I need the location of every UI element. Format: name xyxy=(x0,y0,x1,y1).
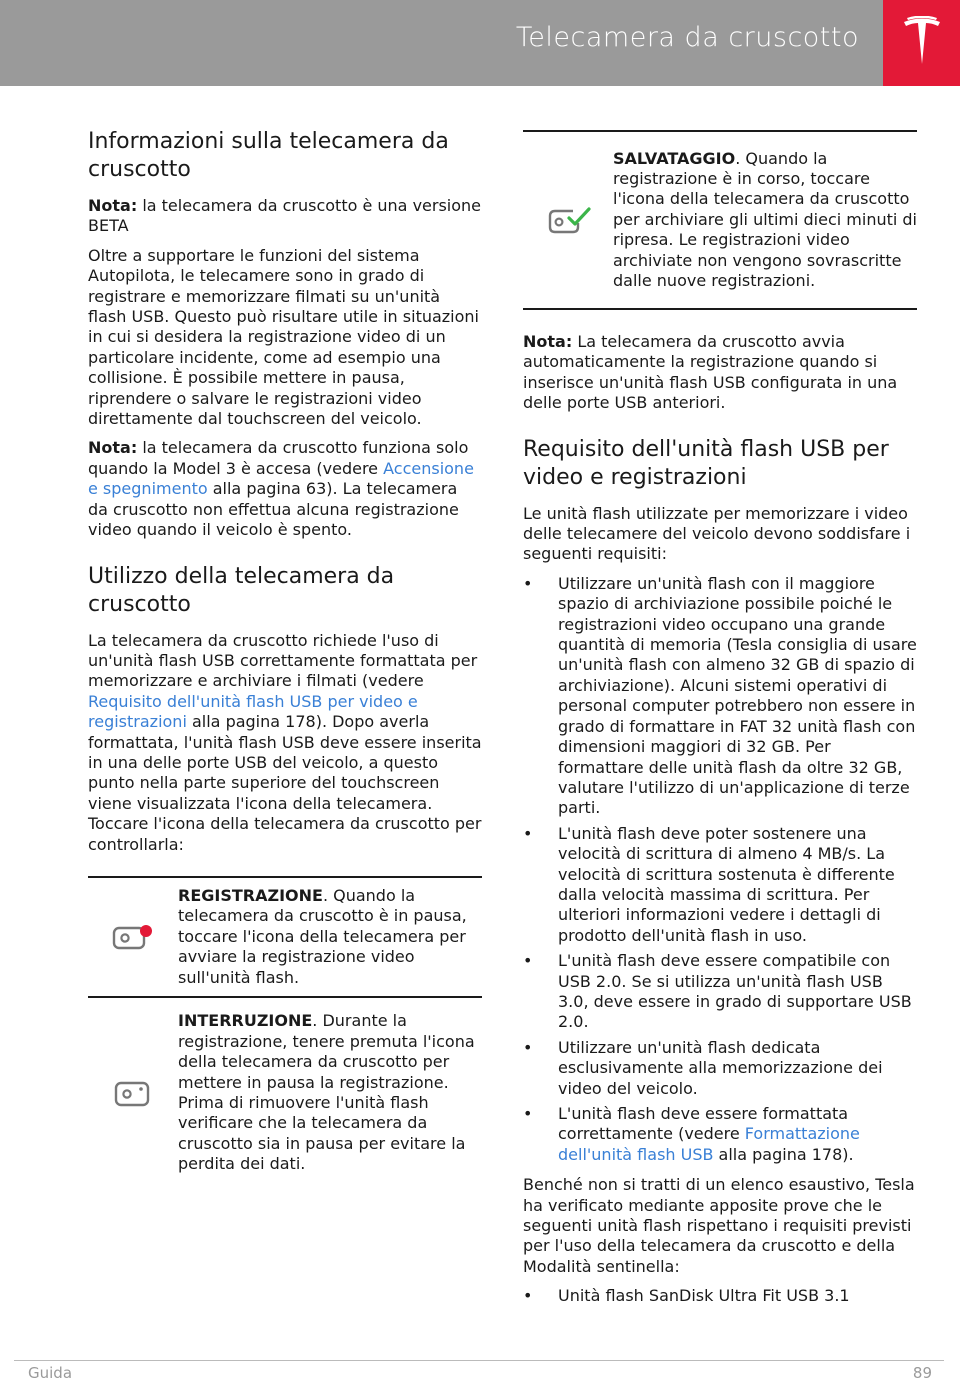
note-vehicle-on: Nota: la telecamera da cruscotto funziona solo quando la Model 3 è accesa (vedere Accensione e spegnimento alla pagina 63). La telecamera da cruscotto non effettua alcuna registrazione video quando il veicolo è spento. xyxy=(88,438,474,540)
note-auto-record: Nota: La telecamera da cruscotto avvia automaticamente la registrazione quando si inserisce un'unità flash USB configurata in una delle porte USB anteriori. xyxy=(523,332,898,413)
heading-use: Utilizzo della telecamera da cruscotto xyxy=(88,563,395,617)
tesla-logo-icon xyxy=(902,16,942,68)
link-formattazione[interactable]: Formattazione dell'unità flash USB xyxy=(558,1124,860,1164)
list-item: • L'unità flash deve essere compatibile con USB 2.0. Se si utilizza un'unità flash USB 3.0, deve essere in grado di supportare USB 2.0. xyxy=(523,951,917,1033)
footer-divider xyxy=(14,1360,944,1361)
note-beta: Nota: la telecamera da cruscotto è una versione BETA xyxy=(88,196,482,236)
use-paragraph: La telecamera da cruscotto richiede l'uso di un'unità flash USB correttamente formattata per memorizzare e archiviare i filmati (vedere Requisito dell'unità flash USB per video e registrazioni alla pagina 178). Dopo averla formattata, l'unità flash USB deve essere inserita in una delle porte USB del veicolo, a questo punto nella parte superiore del touchscreen viene visualizzata l'icona della telecamera. Toccare l'icona della telecamera da cruscotto per controllarla: xyxy=(88,630,482,854)
intro-paragraph: Oltre a supportare le funzioni del sistema Autopilota, le telecamere sono in grado di registrare e memorizzare filmati su un'unità flash USB. Questo può risultare utile in situazioni in cui si desidera la registrazione video di un particolare incidente, come ad esempio una collisione. È possibile mettere in pausa, riprendere o salvare le registrazioni video direttamente dal touchscreen del veicolo. xyxy=(88,245,479,429)
save-row xyxy=(523,130,917,310)
heading-requirements: Requisito dell'unità flash USB per video e registrazioni xyxy=(523,436,889,490)
left-column xyxy=(88,128,482,1188)
requirements-intro: Le unità flash utilizzate per memorizzare i video delle telecamere del veicolo devono soddisfare i seguenti requisiti: xyxy=(523,503,911,564)
list-item: • Utilizzare un'unità flash dedicata esclusivamente alla memorizzazione dei video del veicolo. xyxy=(523,1038,917,1099)
list-item: • L'unità flash deve poter sostenere una velocità di scrittura di almeno 4 MB/s. La velocità di scrittura sostenuta è differente dalla velocità massima di scrittura. Per ulteriori informazioni vedere i dettagli di prodotto dell'unità flash in uso. xyxy=(523,824,917,946)
page-header xyxy=(0,0,883,86)
link-requisito-usb[interactable]: Requisito dell'unità flash USB per video e registrazioni xyxy=(88,691,418,732)
requirements-list xyxy=(523,574,917,1165)
right-column xyxy=(523,130,917,1317)
list-item: • Unità flash SanDisk Ultra Fit USB 3.1 xyxy=(523,1286,917,1306)
link-accensione[interactable]: Accensione e spegnimento xyxy=(88,458,474,499)
tested-drives-paragraph: Benché non si tratti di un elenco esaustivo, Tesla ha verificato mediante apposite prove che le seguenti unità flash rispettano i requisiti previsti per l'uso della telecamera da cruscotto e della Modalità sentinella: xyxy=(523,1175,915,1276)
footer-guide-label: Guida xyxy=(28,1364,73,1382)
heading-info: Informazioni sulla telecamera da cruscotto xyxy=(88,129,449,182)
record-row xyxy=(88,876,482,996)
list-item: • Utilizzare un'unità flash con il maggiore spazio di archiviazione possibile poiché le registrazioni video occupano una grande quantità di memoria (Tesla consiglia di usare un'unità flash con almeno 32 GB di spazio di archiviazione). Alcuni sistemi operativi di personal computer potrebbero non essere in grado di formattare in FAT 32 unità flash con dimensioni maggiori di 32 GB. Per formattare delle unità flash da oltre 32 GB, valutare l'utilizzo di un'applicazione di terze parti. xyxy=(523,574,917,819)
save-camera-icon xyxy=(543,205,593,235)
pause-camera-icon xyxy=(110,1079,156,1107)
pause-description: INTERRUZIONE. Durante la registrazione, tenere premuta l'icona della telecamera da cruscotto per mettere in pausa la registrazione. Prima di rimuovere l'unità flash verificare che la telecamera da cruscotto sia in pausa per evitare la perdita dei dati. xyxy=(178,1011,475,1174)
tesla-logo xyxy=(883,0,960,86)
save-description: SALVATAGGIO. Quando la registrazione è in corso, toccare l'icona della telecamera da cruscotto per archiviare gli ultimi dieci minuti di ripresa. Le registrazioni video archiviate non vengono sovrascritte dalle nuove registrazioni. xyxy=(613,148,917,291)
page-number: 89 xyxy=(912,1364,932,1382)
pause-row xyxy=(88,996,482,1188)
record-description: REGISTRAZIONE. Quando la telecamera da cruscotto è in pausa, toccare l'icona della telecamera per avviare la registrazione video sull'unità flash. xyxy=(178,885,467,987)
list-item: • L'unità flash deve essere formattata correttamente (vedere Formattazione dell'unità flash USB alla pagina 178). xyxy=(523,1104,917,1165)
tested-drives-list xyxy=(523,1286,917,1306)
page-title: Telecamera da cruscotto xyxy=(515,22,859,53)
record-camera-icon xyxy=(110,923,156,951)
